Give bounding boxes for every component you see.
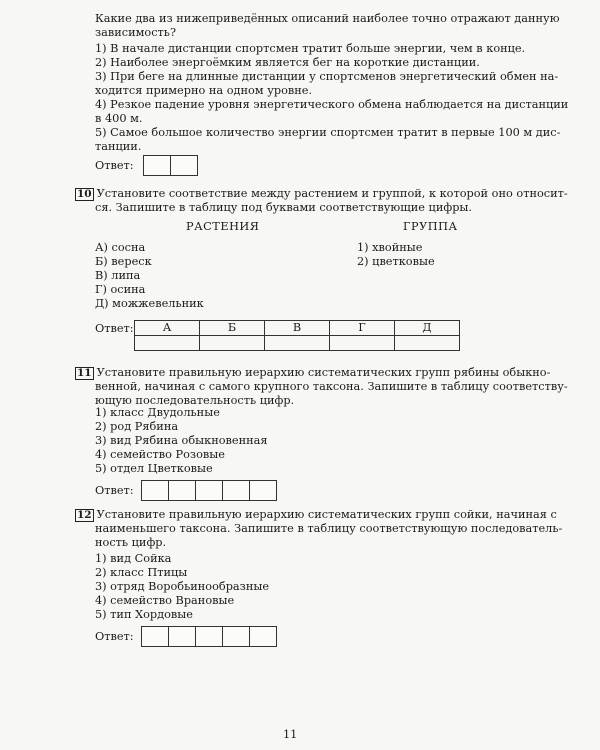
q12-text-line-2: наименьшего таксона. Запишите в таблицу соответствующую последователь- (95, 522, 563, 535)
q11-option-3: 3) вид Рябина обыкновенная (95, 434, 268, 447)
q10-group-1: 1) хвойные (357, 241, 423, 254)
q11-option-4: 4) семейство Розовые (95, 448, 225, 461)
q12-options-list (95, 552, 269, 622)
q9-answer-cell-1[interactable] (143, 155, 171, 176)
q11-answer-cell-2[interactable] (168, 480, 196, 501)
q12-answer-label: Ответ: (95, 630, 134, 643)
q10-text-line-1 (75, 187, 568, 201)
q12-answer-cell-2[interactable] (168, 626, 196, 647)
page-number: 11 (283, 728, 298, 741)
q11-options-list (95, 406, 268, 476)
q10-answers-row (135, 336, 460, 351)
q10-plant-a: А) сосна (95, 241, 146, 254)
q9-option-4-line-1: 4) Резкое падение уровня энергетического обмена наблюдается на дистанции (95, 98, 569, 111)
q11-answer-label: Ответ: (95, 484, 134, 497)
q10-answer-cell-g[interactable] (330, 336, 395, 351)
q10-letters-row (135, 321, 460, 336)
q9-answer-label: Ответ: (95, 159, 134, 172)
q11-number: 11 (77, 367, 92, 379)
q10-answer-cell-a[interactable] (135, 336, 200, 351)
q9-option-1: 1) В начале дистанции спортсмен тратит больше энергии, чем в конце. (95, 42, 526, 55)
q10-answer-cell-b[interactable] (200, 336, 265, 351)
q12-answer-cell-1[interactable] (141, 626, 169, 647)
q12-option-2: 2) класс Птицы (95, 566, 188, 579)
q11-text-line-3: ющую последовательность цифр. (95, 394, 295, 407)
q10-plant-b: Б) вереск (95, 255, 152, 268)
q10-plant-d: Д) можжевельник (95, 297, 204, 310)
q10-letter-g: Г (330, 321, 395, 336)
q9-option-3-line-2: ходится примерно на одном уровне. (95, 84, 313, 97)
q11-answer-cell-4[interactable] (222, 480, 250, 501)
q10-groups-list (357, 241, 435, 269)
q10-groups-header: ГРУППА (403, 220, 458, 233)
q9-option-5-line-2: танции. (95, 140, 142, 153)
q12-text-1: Установите правильную иерархию систематических групп сойки, начиная с (96, 508, 557, 521)
q12-option-4: 4) семейство Врановые (95, 594, 235, 607)
q9-option-5-line-1: 5) Самое большое количество энергии спортсмен тратит в первые 100 м дис- (95, 126, 561, 139)
q10-plant-g: Г) осина (95, 283, 146, 296)
q12-answer-cells (142, 626, 277, 647)
q11-text-line-2: венной, начиная с самого крупного таксона. Запишите в таблицу соответству- (95, 380, 568, 393)
q12-answer-cell-4[interactable] (222, 626, 250, 647)
q10-letter-a: А (135, 321, 200, 336)
q12-answer-row (95, 626, 277, 647)
q11-option-5: 5) отдел Цветковые (95, 462, 213, 475)
q9-intro-line-1: Какие два из нижеприведённых описаний наиболее точно отражают данную (95, 12, 560, 25)
q10-plant-v: В) липа (95, 269, 141, 282)
q12-answer-cell-3[interactable] (195, 626, 223, 647)
q10-answer-cell-v[interactable] (265, 336, 330, 351)
q10-plants-list (95, 241, 204, 311)
q9-answer-cells (144, 155, 198, 176)
q9-answer-cell-2[interactable] (170, 155, 198, 176)
q11-answer-cells (142, 480, 277, 501)
q10-answer-table (134, 320, 460, 351)
q9-answer-row (95, 155, 198, 176)
q11-answer-row (95, 480, 277, 501)
q11-text-1: Установите правильную иерархию систематических групп рябины обыкно- (96, 366, 551, 379)
q11-answer-cell-5[interactable] (249, 480, 277, 501)
q10-letter-d: Д (395, 321, 460, 336)
q11-answer-cell-3[interactable] (195, 480, 223, 501)
q12-answer-cell-5[interactable] (249, 626, 277, 647)
q11-text-line-1 (75, 366, 551, 380)
q11-option-1: 1) класс Двудольные (95, 406, 220, 419)
q12-option-1: 1) вид Сойка (95, 552, 172, 565)
q10-text-line-2: ся. Запишите в таблицу под буквами соответствующие цифры. (95, 201, 473, 214)
q10-letter-v: В (265, 321, 330, 336)
q10-plants-header: РАСТЕНИЯ (186, 220, 260, 233)
q10-text-1: Установите соответствие между растением и группой, к которой оно относит- (96, 187, 568, 200)
q12-text-line-1 (75, 508, 557, 522)
q9-option-3-line-1: 3) При беге на длинные дистанции у спортсменов энергетический обмен на- (95, 70, 559, 83)
q10-answer-cell-d[interactable] (395, 336, 460, 351)
q12-number: 12 (77, 509, 92, 521)
q12-option-3: 3) отряд Воробьинообразные (95, 580, 270, 593)
q12-option-5: 5) тип Хордовые (95, 608, 193, 621)
q10-number: 10 (77, 188, 92, 200)
q11-answer-cell-1[interactable] (141, 480, 169, 501)
q12-text-line-3: ность цифр. (95, 536, 167, 549)
q9-option-4-line-2: в 400 м. (95, 112, 143, 125)
q10-answer-label: Ответ: (95, 322, 134, 335)
q10-letter-b: Б (200, 321, 265, 336)
q10-group-2: 2) цветковые (357, 255, 435, 268)
q9-intro-line-2: зависимость? (95, 26, 177, 39)
q9-option-2: 2) Наиболее энергоёмким является бег на короткие дистанции. (95, 56, 480, 69)
q11-option-2: 2) род Рябина (95, 420, 179, 433)
